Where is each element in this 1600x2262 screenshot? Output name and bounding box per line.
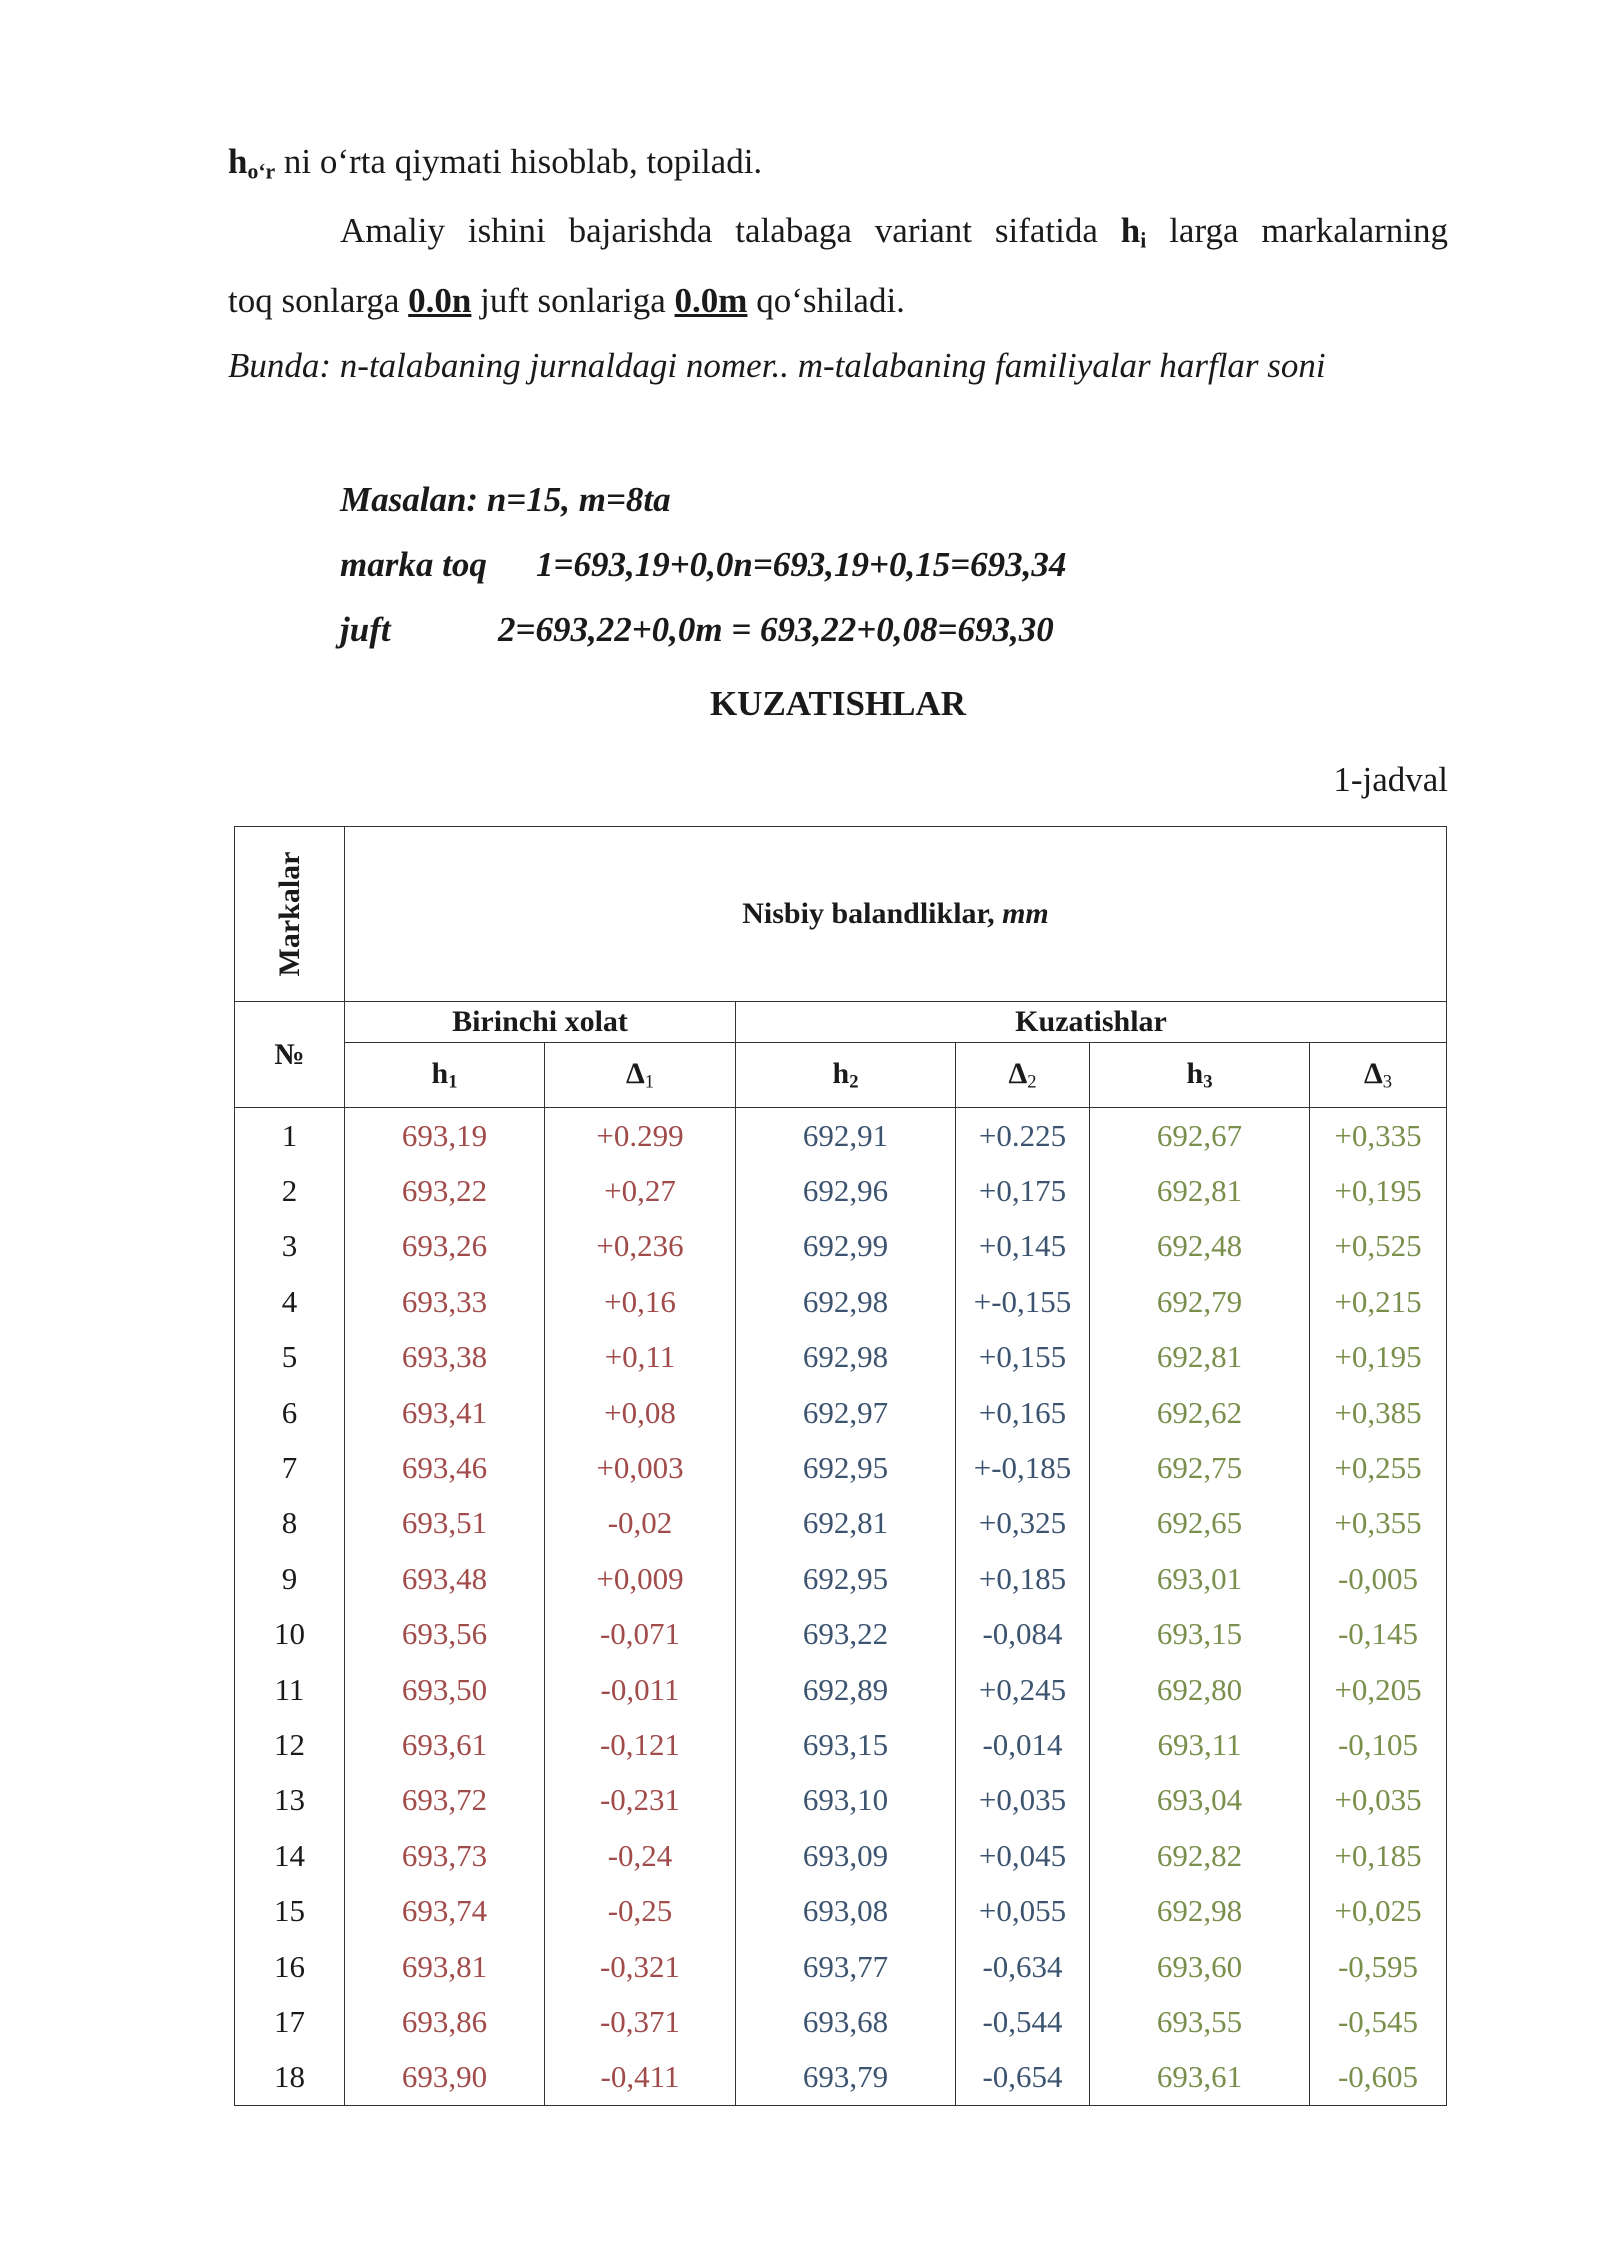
cell-h2: 693,10 xyxy=(736,1773,956,1828)
cell-d1: -0,321 xyxy=(545,1939,736,1994)
cell-h3: 693,11 xyxy=(1090,1717,1310,1772)
cell-h1: 693,50 xyxy=(345,1662,545,1717)
odd-increment: 0.0n xyxy=(408,281,472,320)
col-d2 xyxy=(956,1043,1090,1108)
cell-h2: 693,08 xyxy=(736,1883,956,1938)
cell-d3: -0,145 xyxy=(1310,1607,1447,1662)
cell-h1: 693,33 xyxy=(345,1274,545,1329)
cell-h2: 692,98 xyxy=(736,1330,956,1385)
cell-d1: -0,231 xyxy=(545,1773,736,1828)
cell-d3: -0,105 xyxy=(1310,1717,1447,1772)
cell-number: 8 xyxy=(235,1496,345,1551)
cell-h1: 693,73 xyxy=(345,1828,545,1883)
cell-h1: 693,86 xyxy=(345,1994,545,2049)
cell-h1: 693,38 xyxy=(345,1330,545,1385)
cell-d2: -0,634 xyxy=(956,1939,1090,1994)
cell-h2: 692,95 xyxy=(736,1440,956,1495)
cell-number: 17 xyxy=(235,1994,345,2049)
cell-h3: 692,67 xyxy=(1090,1108,1310,1164)
hi-symbol: h xyxy=(1120,211,1141,250)
intro-line-3-c: juft sonlariga xyxy=(471,281,675,320)
table-row xyxy=(235,1939,1447,1994)
cell-d1: -0,011 xyxy=(545,1662,736,1717)
cell-h1: 693,26 xyxy=(345,1219,545,1274)
cell-h1: 693,51 xyxy=(345,1496,545,1551)
col-h3-sub: 3 xyxy=(1203,1071,1213,1093)
cell-d2: +0,045 xyxy=(956,1828,1090,1883)
cell-h2: 692,99 xyxy=(736,1219,956,1274)
cell-d2: +0,165 xyxy=(956,1385,1090,1440)
cell-h3: 692,65 xyxy=(1090,1496,1310,1551)
table-row xyxy=(235,1828,1447,1883)
intro-line-1-text: ni o‘rta qiymati hisoblab, topiladi. xyxy=(275,142,763,181)
cell-number: 3 xyxy=(235,1219,345,1274)
cell-d2: +0,155 xyxy=(956,1330,1090,1385)
table-row xyxy=(235,1163,1447,1218)
cell-d1: +0,236 xyxy=(545,1219,736,1274)
cell-h2: 692,95 xyxy=(736,1551,956,1606)
cell-d2: +0,035 xyxy=(956,1773,1090,1828)
col-h3-label: h xyxy=(1186,1056,1204,1090)
cell-d3: +0,385 xyxy=(1310,1385,1447,1440)
group-first-state: Birinchi xolat xyxy=(345,1002,736,1043)
table-row xyxy=(235,2050,1447,2106)
col-d3-sub: 3 xyxy=(1382,1071,1393,1093)
hi-subscript: i xyxy=(1140,228,1147,253)
cell-d1: -0,24 xyxy=(545,1828,736,1883)
col-h2-label: h xyxy=(832,1056,850,1090)
table-row xyxy=(235,1274,1447,1329)
cell-h3: 693,60 xyxy=(1090,1939,1310,1994)
cell-d3: -0,545 xyxy=(1310,1994,1447,2049)
cell-number: 10 xyxy=(235,1607,345,1662)
table-row xyxy=(235,1994,1447,2049)
table-row xyxy=(235,1551,1447,1606)
cell-d3: -0,605 xyxy=(1310,2050,1447,2106)
cell-d3: +0,195 xyxy=(1310,1163,1447,1218)
cell-h3: 692,62 xyxy=(1090,1385,1310,1440)
cell-h2: 693,79 xyxy=(736,2050,956,2106)
cell-d1: -0,411 xyxy=(545,2050,736,2106)
col-h1-label: h xyxy=(431,1056,449,1090)
intro-line-3 xyxy=(228,279,1448,323)
col-h1-sub: 1 xyxy=(448,1071,458,1093)
cell-d3: +0,525 xyxy=(1310,1219,1447,1274)
cell-h1: 693,46 xyxy=(345,1440,545,1495)
cell-h2: 692,98 xyxy=(736,1274,956,1329)
table-row xyxy=(235,1108,1447,1164)
example-formula-even: 2=693,22+0,0m = 693,22+0,08=693,30 xyxy=(498,610,1054,649)
cell-d3: +0,205 xyxy=(1310,1662,1447,1717)
cell-h1: 693,22 xyxy=(345,1163,545,1218)
cell-h1: 693,19 xyxy=(345,1108,545,1164)
cell-d3: +0,215 xyxy=(1310,1274,1447,1329)
cell-d2: +0,145 xyxy=(956,1219,1090,1274)
cell-h1: 693,61 xyxy=(345,1717,545,1772)
observations-table xyxy=(234,826,1447,2106)
cell-d3: +0,025 xyxy=(1310,1883,1447,1938)
table-row xyxy=(235,1883,1447,1938)
cell-number: 1 xyxy=(235,1108,345,1164)
cell-d2: +0,175 xyxy=(956,1163,1090,1218)
cell-d3: +0,335 xyxy=(1310,1108,1447,1164)
cell-d2: -0,014 xyxy=(956,1717,1090,1772)
cell-d2: -0,084 xyxy=(956,1607,1090,1662)
example-line-1: Masalan: n=15, m=8ta xyxy=(340,480,671,519)
cell-number: 4 xyxy=(235,1274,345,1329)
col-d2-label: Δ xyxy=(1008,1056,1028,1090)
h-or-symbol: h xyxy=(228,142,248,181)
cell-h2: 693,68 xyxy=(736,1994,956,2049)
col-h2 xyxy=(736,1043,956,1108)
cell-h1: 693,74 xyxy=(345,1883,545,1938)
cell-d1: +0.299 xyxy=(545,1108,736,1164)
number-header: № xyxy=(235,1002,345,1108)
intro-line-2-a: Amaliy ishini bajarishda talabaga variant sifatida xyxy=(340,211,1121,250)
cell-d3: -0,005 xyxy=(1310,1551,1447,1606)
col-d1-label: Δ xyxy=(625,1056,645,1090)
cell-d1: +0,009 xyxy=(545,1551,736,1606)
cell-h3: 692,81 xyxy=(1090,1163,1310,1218)
cell-number: 14 xyxy=(235,1828,345,1883)
cell-h3: 693,61 xyxy=(1090,2050,1310,2106)
table-row xyxy=(235,1607,1447,1662)
cell-d1: +0,11 xyxy=(545,1330,736,1385)
even-increment: 0.0m xyxy=(674,281,748,320)
unit-label: mm xyxy=(1002,897,1049,930)
cell-h3: 692,81 xyxy=(1090,1330,1310,1385)
cell-h1: 693,81 xyxy=(345,1939,545,1994)
cell-d3: -0,595 xyxy=(1310,1939,1447,1994)
col-d3-label: Δ xyxy=(1363,1056,1383,1090)
intro-line-3-a: toq sonlarga xyxy=(228,281,409,320)
cell-d2: +0,325 xyxy=(956,1496,1090,1551)
cell-d2: -0,654 xyxy=(956,2050,1090,2106)
example-label-even: juft xyxy=(340,610,391,649)
table-label: 1-jadval xyxy=(1333,760,1448,799)
group-observations: Kuzatishlar xyxy=(736,1002,1447,1043)
cell-d2: +0,185 xyxy=(956,1551,1090,1606)
table-row xyxy=(235,1773,1447,1828)
col-d2-sub: 2 xyxy=(1027,1071,1037,1093)
table-row xyxy=(235,1330,1447,1385)
col-d3 xyxy=(1310,1043,1447,1108)
cell-d1: -0,371 xyxy=(545,1994,736,2049)
cell-h2: 692,81 xyxy=(736,1496,956,1551)
cell-number: 12 xyxy=(235,1717,345,1772)
cell-d1: -0,02 xyxy=(545,1496,736,1551)
relative-heights-label: Nisbiy balandliklar, xyxy=(742,897,1003,930)
cell-number: 9 xyxy=(235,1551,345,1606)
cell-h3: 692,80 xyxy=(1090,1662,1310,1717)
cell-number: 7 xyxy=(235,1440,345,1495)
cell-d3: +0,035 xyxy=(1310,1773,1447,1828)
example-label-odd: marka toq xyxy=(340,545,487,584)
example-formula-odd: 1=693,19+0,0n=693,19+0,15=693,34 xyxy=(536,545,1067,584)
table-row xyxy=(235,1385,1447,1440)
cell-d2: -0,544 xyxy=(956,1994,1090,2049)
cell-h3: 692,82 xyxy=(1090,1828,1310,1883)
col-h2-sub: 2 xyxy=(849,1071,859,1093)
table-row xyxy=(235,1496,1447,1551)
cell-h2: 693,15 xyxy=(736,1717,956,1772)
cell-h1: 693,41 xyxy=(345,1385,545,1440)
cell-h1: 693,90 xyxy=(345,2050,545,2106)
cell-d1: -0,121 xyxy=(545,1717,736,1772)
col-h3 xyxy=(1090,1043,1310,1108)
cell-d1: -0,25 xyxy=(545,1883,736,1938)
intro-line-1 xyxy=(228,140,1448,193)
cell-number: 13 xyxy=(235,1773,345,1828)
cell-h2: 692,89 xyxy=(736,1662,956,1717)
cell-number: 18 xyxy=(235,2050,345,2106)
cell-d1: +0,003 xyxy=(545,1440,736,1495)
cell-d2: +0,245 xyxy=(956,1662,1090,1717)
intro-line-3-e: qo‘shiladi. xyxy=(747,281,905,320)
table-row xyxy=(235,1440,1447,1495)
table-row xyxy=(235,1219,1447,1274)
cell-h2: 693,22 xyxy=(736,1607,956,1662)
cell-d2: +-0,185 xyxy=(956,1440,1090,1495)
cell-number: 6 xyxy=(235,1385,345,1440)
cell-h2: 693,77 xyxy=(736,1939,956,1994)
cell-d1: -0,071 xyxy=(545,1607,736,1662)
relative-heights-header xyxy=(345,827,1447,1002)
cell-d3: +0,355 xyxy=(1310,1496,1447,1551)
table-row xyxy=(235,1662,1447,1717)
h-or-subscript: o‘r xyxy=(247,159,276,184)
intro-line-4: Bunda: n-talabaning jurnaldagi nomer.. m-talabaning familiyalar harflar soni xyxy=(228,346,1326,385)
cell-h3: 693,04 xyxy=(1090,1773,1310,1828)
cell-h3: 692,75 xyxy=(1090,1440,1310,1495)
cell-number: 16 xyxy=(235,1939,345,1994)
cell-d3: +0,195 xyxy=(1310,1330,1447,1385)
cell-h1: 693,48 xyxy=(345,1551,545,1606)
cell-d3: +0,185 xyxy=(1310,1828,1447,1883)
cell-number: 11 xyxy=(235,1662,345,1717)
cell-d3: +0,255 xyxy=(1310,1440,1447,1495)
markalar-label: Markalar xyxy=(272,851,306,977)
cell-h3: 693,55 xyxy=(1090,1994,1310,2049)
col-d1-sub: 1 xyxy=(644,1071,655,1093)
cell-number: 5 xyxy=(235,1330,345,1385)
cell-d2: +-0,155 xyxy=(956,1274,1090,1329)
observations-body xyxy=(235,1108,1447,2106)
cell-h2: 692,97 xyxy=(736,1385,956,1440)
cell-d1: +0,16 xyxy=(545,1274,736,1329)
cell-d2: +0.225 xyxy=(956,1108,1090,1164)
cell-d2: +0,055 xyxy=(956,1883,1090,1938)
markalar-header xyxy=(235,827,345,1002)
table-row xyxy=(235,1717,1447,1772)
intro-line-2-c: larga markalarning xyxy=(1146,211,1449,250)
cell-d1: +0,27 xyxy=(545,1163,736,1218)
col-h1 xyxy=(345,1043,545,1108)
col-d1 xyxy=(545,1043,736,1108)
cell-h2: 693,09 xyxy=(736,1828,956,1883)
cell-number: 15 xyxy=(235,1883,345,1938)
cell-h3: 692,98 xyxy=(1090,1883,1310,1938)
cell-h3: 693,01 xyxy=(1090,1551,1310,1606)
cell-h3: 692,48 xyxy=(1090,1219,1310,1274)
cell-h3: 693,15 xyxy=(1090,1607,1310,1662)
cell-d1: +0,08 xyxy=(545,1385,736,1440)
section-title: KUZATISHLAR xyxy=(709,684,967,723)
cell-h3: 692,79 xyxy=(1090,1274,1310,1329)
cell-h2: 692,96 xyxy=(736,1163,956,1218)
cell-number: 2 xyxy=(235,1163,345,1218)
intro-line-2 xyxy=(228,209,1448,262)
cell-h1: 693,56 xyxy=(345,1607,545,1662)
cell-h1: 693,72 xyxy=(345,1773,545,1828)
cell-h2: 692,91 xyxy=(736,1108,956,1164)
